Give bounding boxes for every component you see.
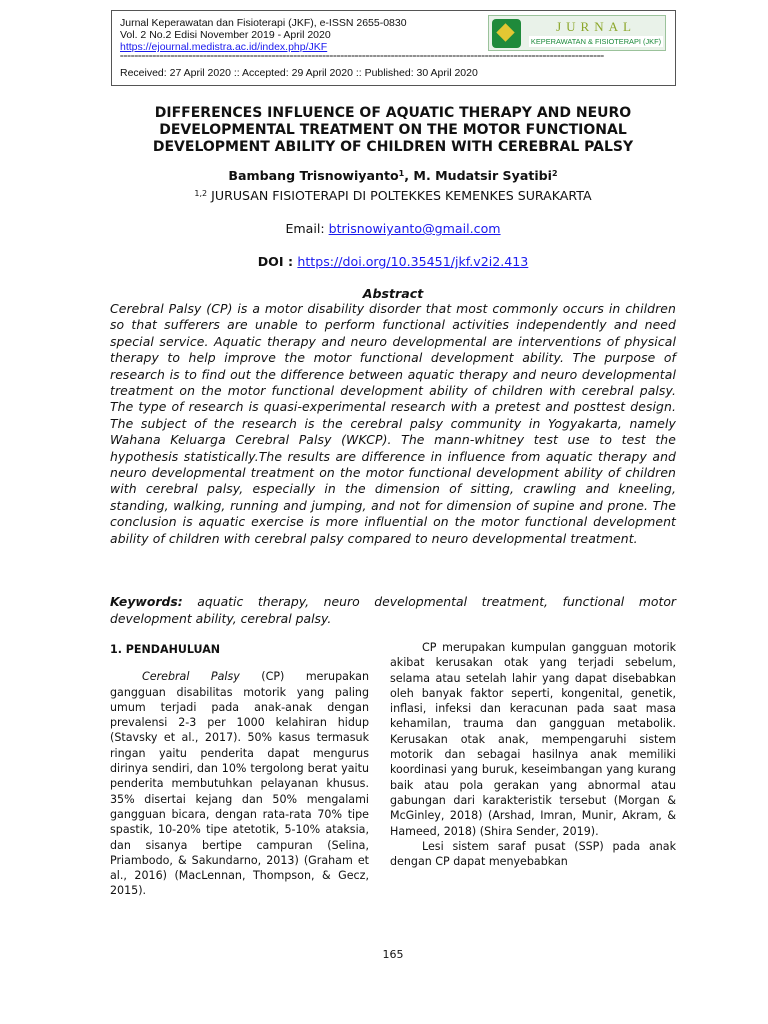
- section-heading: 1. PENDAHULUAN: [110, 643, 221, 656]
- abstract-heading: Abstract: [362, 286, 424, 301]
- contact-email: [100, 220, 686, 237]
- author-name: Bambang Trisnowiyanto: [228, 168, 399, 183]
- journal-url-link[interactable]: https://ejournal.medistra.ac.id/index.php/JKF: [120, 41, 328, 53]
- doi: [100, 253, 686, 270]
- keywords-label: Keywords:: [110, 594, 183, 609]
- email-label: Email:: [285, 221, 329, 236]
- page-number: 165: [382, 948, 404, 961]
- publication-dates: Received: 27 April 2020 :: Accepted: 29 April 2020 :: Published: 30 April 2020: [120, 67, 478, 79]
- doi-label: DOI :: [257, 254, 298, 269]
- header-separator: ======================================================================================================================================: [120, 53, 605, 60]
- logo-title: JURNAL: [556, 19, 636, 34]
- affiliation: [100, 187, 686, 204]
- author-affil-mark: 2: [552, 169, 558, 178]
- keywords: [110, 593, 676, 627]
- author-list: [100, 167, 686, 184]
- doi-link[interactable]: https://doi.org/10.35451/jkf.v2i2.413: [297, 254, 529, 269]
- author-separator: ,: [404, 168, 414, 183]
- emblem-icon: [492, 19, 521, 48]
- keywords-text: aquatic therapy, neuro developmental treatment, functional motor development ability, cerebral palsy.: [110, 594, 676, 626]
- author-affil-mark: 1: [398, 169, 405, 178]
- affiliation-text: JURUSAN FISIOTERAPI DI POLTEKKES KEMENKES SURAKARTA: [207, 188, 592, 203]
- paragraph: [110, 669, 369, 898]
- logo-subtitle: KEPERAWATAN & FISIOTERAPI (JKF): [530, 37, 662, 46]
- body-column-right: [390, 640, 676, 869]
- affiliation-mark: 1,2: [194, 189, 208, 198]
- journal-header: [111, 10, 676, 86]
- journal-volume: Vol. 2 No.2 Edisi November 2019 - April 2020: [120, 29, 331, 41]
- journal-name: Jurnal Keperawatan dan Fisioterapi (JKF), e-ISSN 2655-0830: [120, 17, 407, 29]
- paragraph: CP merupakan kumpulan gangguan motorik akibat kerusakan otak yang terjadi sebelum, selama atau setelah lahir yang dapat disebabkan oleh banyak faktor seperti, kongenital, genetik, inflasi, infeksi dan keracunan pada saat masa kehamilan, trauma dan gangguan metabolik. Kerusakan otak anak, mempengaruhi sistem motorik dan sebagai hasilnya anak memiliki koordinasi yang buruk, keseimbangan yang kurang baik atau pola gerakan yang abnormal atau gabungan dari karakteristik tersebut (Morgan & McGinley, 2018) (Arshad, Imran, Munir, Akram, & Hameed, 2018) (Shira Sender, 2019).: [390, 641, 676, 838]
- paragraph-italic-term: Cerebral Palsy: [142, 670, 240, 684]
- journal-logo: [488, 15, 666, 51]
- author-name: M. Mudatsir Syatibi: [413, 168, 552, 183]
- abstract-text: Cerebral Palsy (CP) is a motor disability disorder that most commonly occurs in children so that sufferers are unable to perform functional activities independently and need special service. Aquatic therapy and neuro developmental are interventions of physical therapy to help improve the motor functional development ability. The purpose of research is to find out the difference between aquatic therapy and neuro developmental treatment on the motor functional development ability of children with cerebral palsy. The type of research is quasi-experimental research with a pretest and posttest design. The subject of the research is the cerebral palsy community in Yogyakarta, namely Wahana Keluarga Cerebral Palsy (WKCP). The mann-whitney test use to test the hypothesis statistically.The results are difference in influence from aquatic therapy and neuro developmental treatment on the motor functional development ability of children with cerebral palsy, especially in the dimension of sitting, crawling and kneeling, standing, walking, running and jumping, and not for dimension of supine and prone. The conclusion is aquatic exercise is more influential on the motor functional development ability of children with cerebral palsy compared to neuro developmental treatment.: [110, 301, 676, 546]
- body-column-left: [110, 642, 369, 899]
- paragraph-text: (CP) merupakan gangguan disabilitas motorik yang paling umum terjadi pada anak-anak dengan prevalensi 2-3 per 1000 kelahiran hidup (Stavsky et al., 2017). 50% kasus termasuk ringan yaitu penderita dapat mengurus dirinya sendiri, dan 10% tergolong berat yaitu penderita membutuhkan pelayanan khusus. 35% disertai kejang dan 50% mengalami gangguan bicara, dengan rata-rata 70% tipe spastik, 10-20% tipe atetotik, 5-10% ataksia, dan sisanya bertipe campuran (Selina, Priambodo, & Sakundarno, 2013) (Graham et al., 2016) (MacLennan, Thompson, & Gecz, 2015).: [110, 670, 369, 898]
- paragraph: Lesi sistem saraf pusat (SSP) pada anak dengan CP dapat menyebabkan: [390, 839, 676, 869]
- article-title: DIFFERENCES INFLUENCE OF AQUATIC THERAPY AND NEURO DEVELOPMENTAL TREATMENT ON THE MOTOR FUNCTIONAL DEVELOPMENT ABILITY OF CHILDREN WITH CEREBRAL PALSY: [152, 105, 634, 155]
- email-link[interactable]: btrisnowiyanto@gmail.com: [328, 221, 501, 236]
